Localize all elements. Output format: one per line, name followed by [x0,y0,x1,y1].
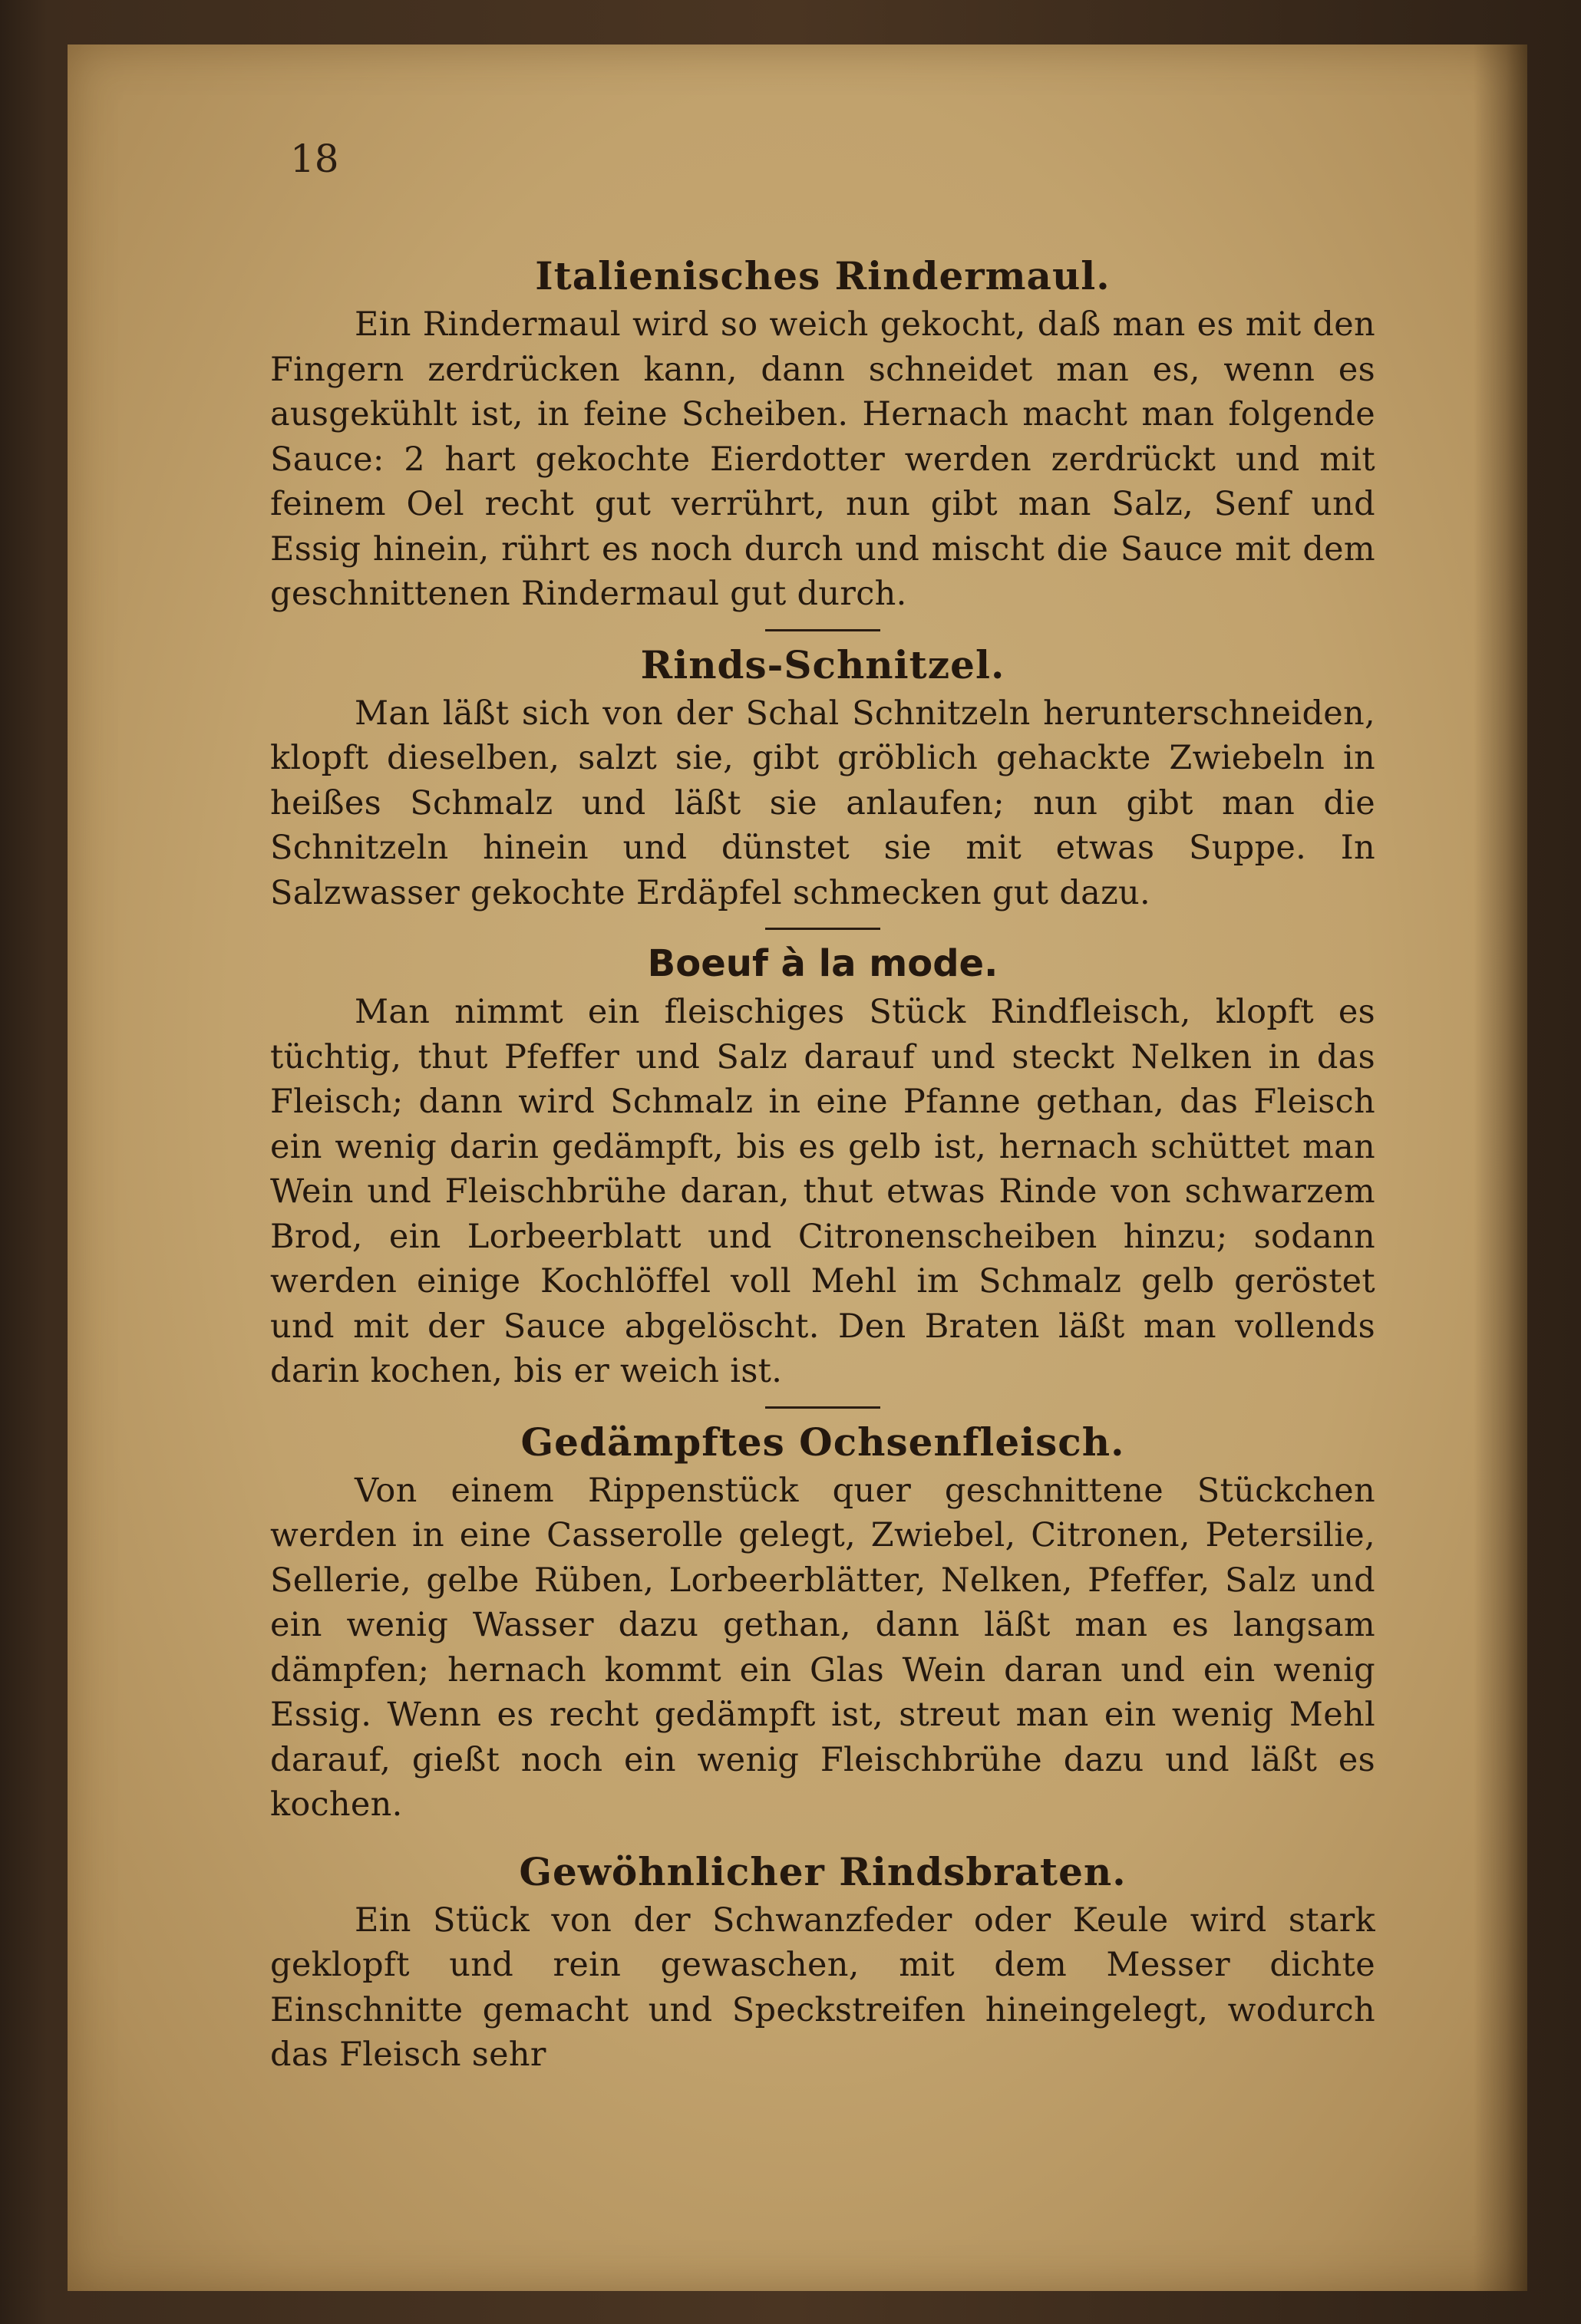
recipe-title: Italienisches Rindermaul. [535,253,1111,298]
recipe-title: Boeuf à la mode. [647,942,998,985]
recipe-title: Gewöhnlicher Rindsbraten. [519,1848,1127,1894]
recipe-text: Ein Rindermaul wird so weich gekocht, daß man es mit den Fingern zerdrücken kann, dann schneidet man es, wenn es ausgekühlt ist, in feine Scheiben. Hernach macht man folgende Sauce: 2 hart gekochte Eierdotter werden zerdrückt und mit feinem Oel recht gut verrührt, nun gibt man Salz, Senf und Essig hinein, rührt es noch durch und mischt die Sauce mit dem geschnittenen Rindermaul gut durch. [270,305,1375,613]
recipe-text: Man läßt sich von der Schal Schnitzeln herunterschneiden, klopft dieselben, salzt sie, gibt gröblich gehackte Zwiebeln in heißes Schmalz und läßt sie anlaufen; nun gibt man die Schnitzeln hinein und dünstet sie mit etwas Suppe. In Salzwasser gekochte Erdäpfel schmecken gut dazu. [270,694,1375,912]
recipe-title: Gedämpftes Ochsenfleisch. [520,1419,1125,1465]
section-divider [765,928,880,930]
section-divider [765,629,880,631]
page-number: 18 [290,137,339,181]
recipe-gedaempftes-ochsenfleisch [270,1419,1375,1828]
page-content [270,253,1375,2078]
recipe-italienisches-rindermaul [270,253,1375,617]
section-divider [765,1406,880,1409]
recipe-rinds-schnitzel [270,642,1375,916]
page-gutter-shadow [1474,45,1527,2291]
recipe-text: Man nimmt ein fleischiges Stück Rindfleisch, klopft es tüchtig, thut Pfeffer und Salz darauf und steckt Nelken in das Fleisch; dann wird Schmalz in eine Pfanne gethan, das Fleisch ein wenig darin gedämpft, bis es gelb ist, hernach schüttet man Wein und Fleischbrühe daran, thut etwas Rinde von schwarzem Brod, ein Lorbeerblatt und Citronenscheiben hinzu; sodann werden einige Kochlöffel voll Mehl im Schmalz gelb geröstet und mit der Sauce abgelöscht. Den Braten läßt man vollends darin kochen, bis er weich ist. [270,993,1375,1390]
recipe-gewoehnlicher-rindsbraten [270,1849,1375,2078]
recipe-boeuf-a-la-mode [270,941,1375,1394]
recipe-title: Rinds-Schnitzel. [640,641,1005,687]
recipe-text: Ein Stück von der Schwanzfeder oder Keule wird stark geklopft und rein gewaschen, mit dem Messer dichte Einschnitte gemacht und Speckstreifen hineingelegt, wodurch das Fleisch sehr [270,1900,1375,2074]
recipe-text: Von einem Rippenstück quer geschnittene Stückchen werden in eine Casserolle gelegt, Zwiebel, Citronen, Petersilie, Sellerie, gelbe Rüben, Lorbeerblätter, Nelken, Pfeffer, Salz und ein wenig Wasser dazu gethan, dann läßt man es langsam dämpfen; hernach kommt ein Glas Wein daran und ein wenig Essig. Wenn es recht gedämpft ist, streut man ein wenig Mehl darauf, gießt noch ein wenig Fleischbrühe dazu und läßt es kochen. [270,1471,1375,1824]
